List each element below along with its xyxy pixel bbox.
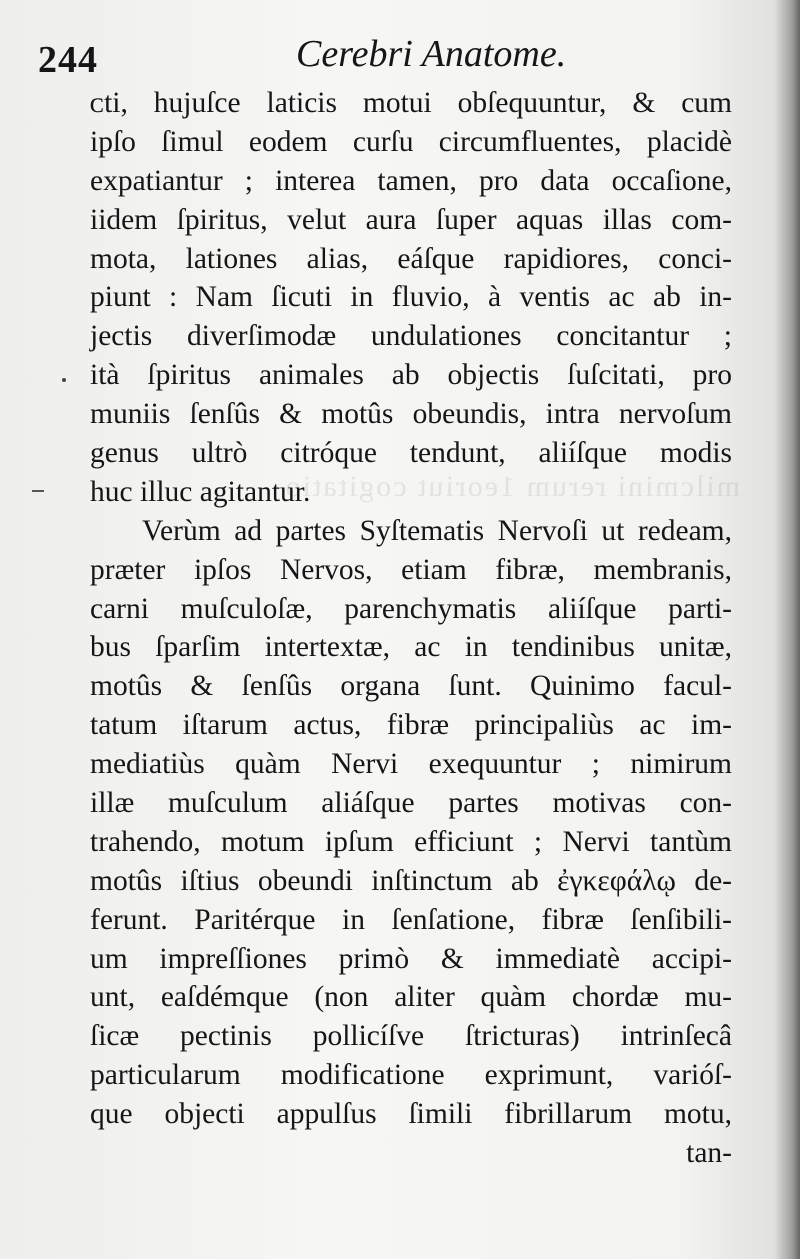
text-line: motûs iſtius obeundi inſtinctum ab ἐγκεφάλῳ de- bbox=[90, 864, 732, 897]
text-line: que objecti appulſus ſimili fibrillarum motu, bbox=[90, 1098, 732, 1131]
text-line: huc illuc agitantur. bbox=[90, 475, 311, 508]
running-head bbox=[38, 28, 738, 81]
text-line: ità ſpiritus animales ab objectis ſuſcitati, pro bbox=[90, 359, 732, 392]
margin-mark bbox=[32, 490, 44, 492]
text-line: mediatiùs quàm Nervi exequuntur ; nimirum bbox=[90, 748, 732, 781]
text-line: particularum modificatione exprimunt, varióſ- bbox=[90, 1059, 732, 1092]
catchword: tan- bbox=[686, 1137, 732, 1170]
text-line: trahendo, motum ipſum efficiunt ; Nervi tantùm bbox=[90, 825, 732, 858]
text-line: mota, lationes alias, eáſque rapidiores, conci- bbox=[90, 242, 732, 275]
body-text bbox=[90, 84, 732, 1173]
margin-mark bbox=[62, 378, 66, 382]
text-line: um impreſſiones primò & immediatè accipi- bbox=[90, 942, 732, 975]
page-edge-shadow bbox=[774, 0, 800, 1259]
text-line: ferunt. Paritérque in ſenſatione, fibræ ſenſibili- bbox=[90, 903, 732, 936]
text-line: bus ſparſim intertextæ, ac in tendinibus unitæ, bbox=[90, 631, 732, 664]
text-line: ᴄti, hujuſce laticis motui obſequuntur, & cum bbox=[90, 87, 732, 119]
text-line: jectis diverſimodæ undulationes concitantur ; bbox=[90, 320, 732, 353]
text-line: unt, eaſdémque (non aliter quàm chordæ mu- bbox=[90, 981, 732, 1014]
show-through-text: milcmini rerum 1eoriut cogitatio bbox=[283, 470, 740, 503]
text-line: ipſo ſimul eodem curſu circumfluentes, placidè bbox=[90, 125, 732, 158]
text-line: carni muſculoſæ, parenchymatis aliíſque parti- bbox=[90, 592, 732, 625]
text-line: illæ muſculum aliáſque partes motivas con- bbox=[90, 787, 732, 820]
text-line: piunt : Nam ſicuti in fluvio, à ventis ac ab in- bbox=[90, 281, 732, 314]
paragraph-start-line: Verùm ad partes Syſtematis Nervoſi ut redeam, bbox=[142, 514, 732, 547]
text-line: ſicæ pectinis pollicíſve ſtricturas) intrinſecâ bbox=[90, 1020, 732, 1053]
text-line: genus ultrò citróque tendunt, aliíſque modis bbox=[90, 437, 732, 470]
text-line: tatum iſtarum actus, fibræ principaliùs ac im- bbox=[90, 709, 732, 742]
text-line: motûs & ſenſûs organa ſunt. Quinimo facul- bbox=[90, 670, 732, 703]
page-number: 244 bbox=[38, 39, 98, 81]
text-line: præter ipſos Nervos, etiam fibræ, membranis, bbox=[90, 553, 732, 586]
text-line: expatiantur ; interea tamen, pro data occaſione, bbox=[90, 164, 732, 197]
text-line: muniis ſenſûs & motûs obeundis, intra nervoſum bbox=[90, 398, 732, 431]
page-title: Cerebri Anatome. bbox=[296, 33, 567, 75]
text-line: iidem ſpiritus, velut aura ſuper aquas illas com- bbox=[90, 203, 732, 236]
